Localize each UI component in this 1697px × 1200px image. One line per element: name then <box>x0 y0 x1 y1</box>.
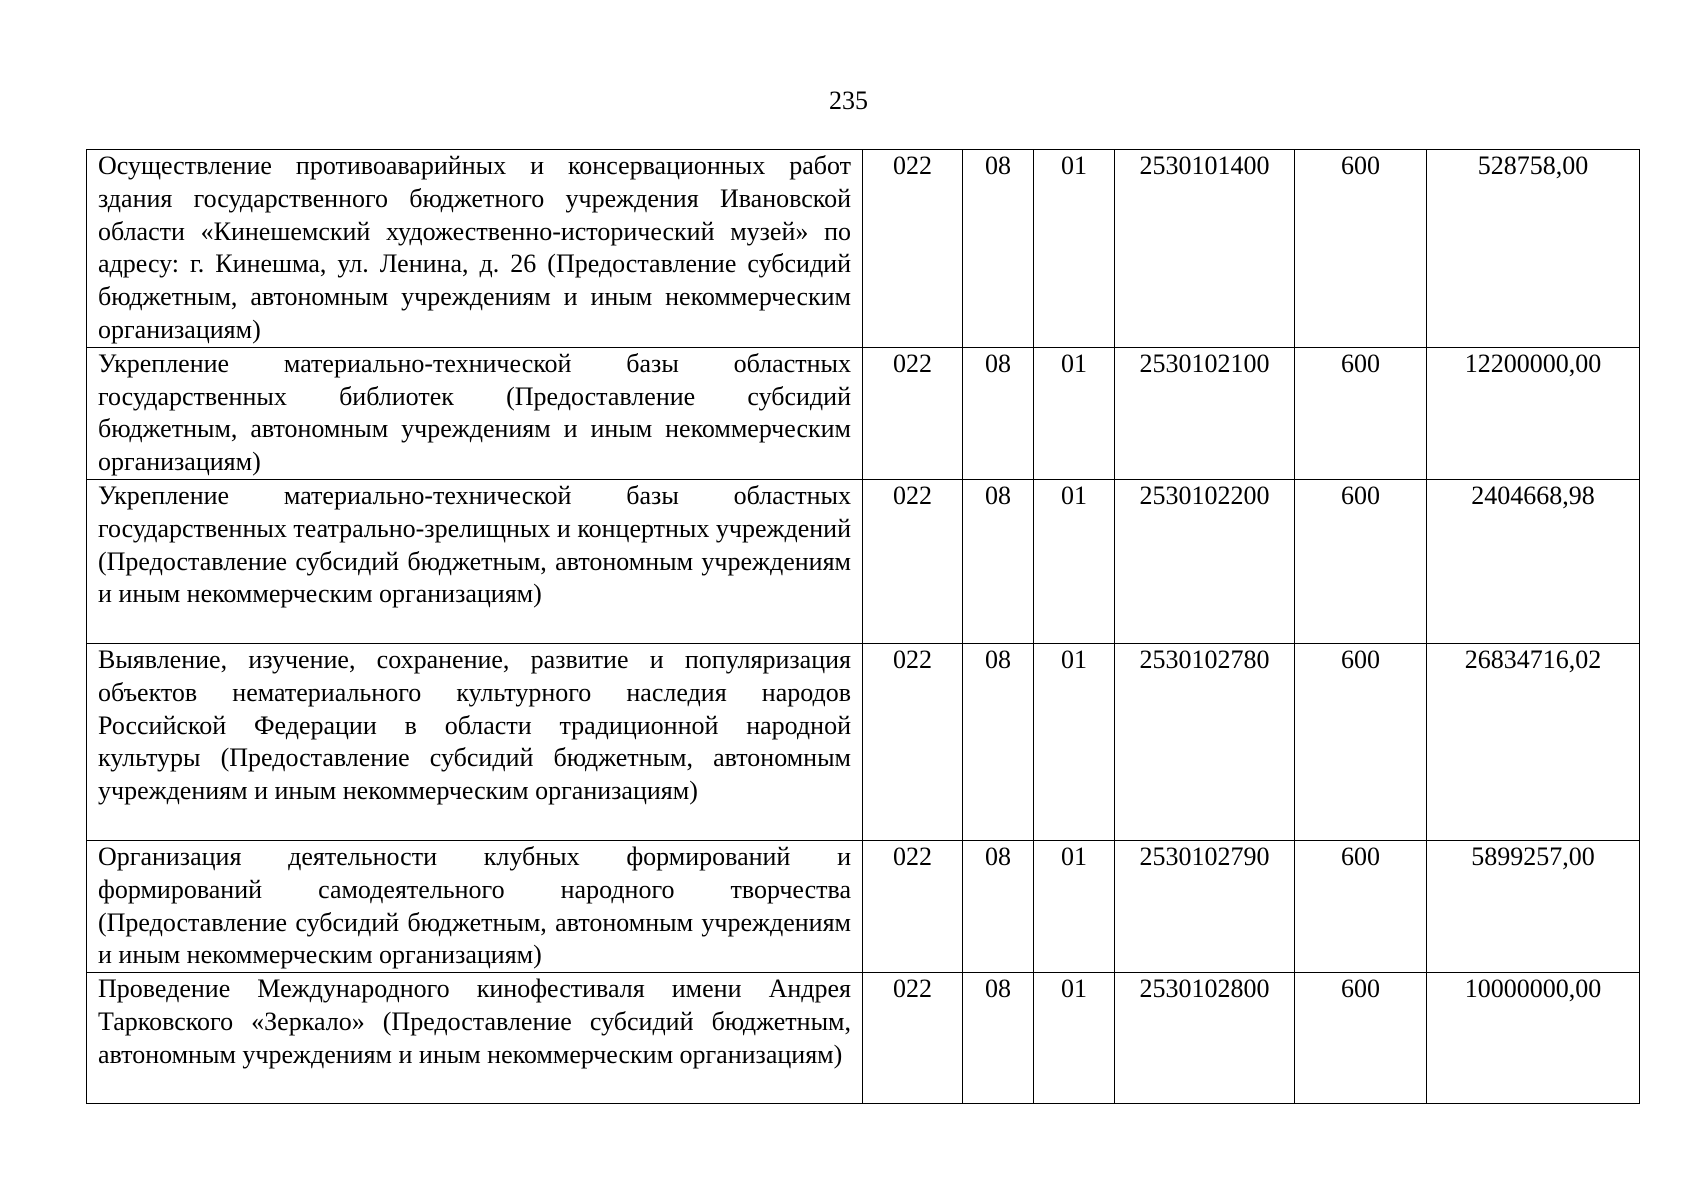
amount: 528758,00 <box>1427 150 1640 348</box>
ministry-code: 022 <box>863 479 963 643</box>
expense-type-code: 600 <box>1295 840 1427 972</box>
subsection-code: 01 <box>1034 643 1115 840</box>
ministry-code: 022 <box>863 840 963 972</box>
section-code: 08 <box>963 840 1034 972</box>
ministry-code: 022 <box>863 347 963 479</box>
section-code: 08 <box>963 150 1034 348</box>
amount: 2404668,98 <box>1427 479 1640 643</box>
expense-type-code: 600 <box>1295 643 1427 840</box>
table-row <box>87 479 1640 643</box>
target-article-code: 2530101400 <box>1115 150 1295 348</box>
row-description: Укрепление материально-технической базы областных государственных театрально-зрелищных и концертных учреждений (Предоставление субсидий бюджетным, автономным учреждениям и иным некоммерческим организациям) <box>87 479 863 643</box>
table-row <box>87 840 1640 972</box>
page-number: 235 <box>829 86 868 115</box>
expense-type-code: 600 <box>1295 479 1427 643</box>
row-description: Осуществление противоаварийных и консервационных работ здания государственного бюджетного учреждения Ивановской области «Кинешемский художественно-исторический музей» по адресу: г. Кинешма, ул. Ленина, д. 26 (Предоставление субсидий бюджетным, автономным учреждениям и иным некоммерческим организациям) <box>87 150 863 348</box>
ministry-code: 022 <box>863 973 963 1104</box>
table-row <box>87 150 1640 348</box>
section-code: 08 <box>963 347 1034 479</box>
row-description: Выявление, изучение, сохранение, развитие и популяризация объектов нематериального культурного наследия народов Российской Федерации в области традиционной народной культуры (Предоставление субсидий бюджетным, автономным учреждениям и иным некоммерческим организациям) <box>87 643 863 840</box>
row-description: Проведение Международного кинофестиваля имени Андрея Тарковского «Зеркало» (Предоставление субсидий бюджетным, автономным учреждениям и иным некоммерческим организациям) <box>87 973 863 1104</box>
expense-type-code: 600 <box>1295 973 1427 1104</box>
row-description: Укрепление материально-технической базы областных государственных библиотек (Предоставление субсидий бюджетным, автономным учреждениям и иным некоммерческим организациям) <box>87 347 863 479</box>
table-row <box>87 347 1640 479</box>
subsection-code: 01 <box>1034 973 1115 1104</box>
subsection-code: 01 <box>1034 150 1115 348</box>
table-row <box>87 973 1640 1104</box>
budget-table <box>86 149 1640 1104</box>
target-article-code: 2530102200 <box>1115 479 1295 643</box>
subsection-code: 01 <box>1034 479 1115 643</box>
subsection-code: 01 <box>1034 840 1115 972</box>
target-article-code: 2530102800 <box>1115 973 1295 1104</box>
amount: 12200000,00 <box>1427 347 1640 479</box>
ministry-code: 022 <box>863 150 963 348</box>
amount: 26834716,02 <box>1427 643 1640 840</box>
section-code: 08 <box>963 973 1034 1104</box>
target-article-code: 2530102100 <box>1115 347 1295 479</box>
amount: 10000000,00 <box>1427 973 1640 1104</box>
expense-type-code: 600 <box>1295 347 1427 479</box>
amount: 5899257,00 <box>1427 840 1640 972</box>
table-row <box>87 643 1640 840</box>
section-code: 08 <box>963 479 1034 643</box>
target-article-code: 2530102780 <box>1115 643 1295 840</box>
row-description: Организация деятельности клубных формирований и формирований самодеятельного народного творчества (Предоставление субсидий бюджетным, автономным учреждениям и иным некоммерческим организациям) <box>87 840 863 972</box>
subsection-code: 01 <box>1034 347 1115 479</box>
expense-type-code: 600 <box>1295 150 1427 348</box>
target-article-code: 2530102790 <box>1115 840 1295 972</box>
section-code: 08 <box>963 643 1034 840</box>
ministry-code: 022 <box>863 643 963 840</box>
